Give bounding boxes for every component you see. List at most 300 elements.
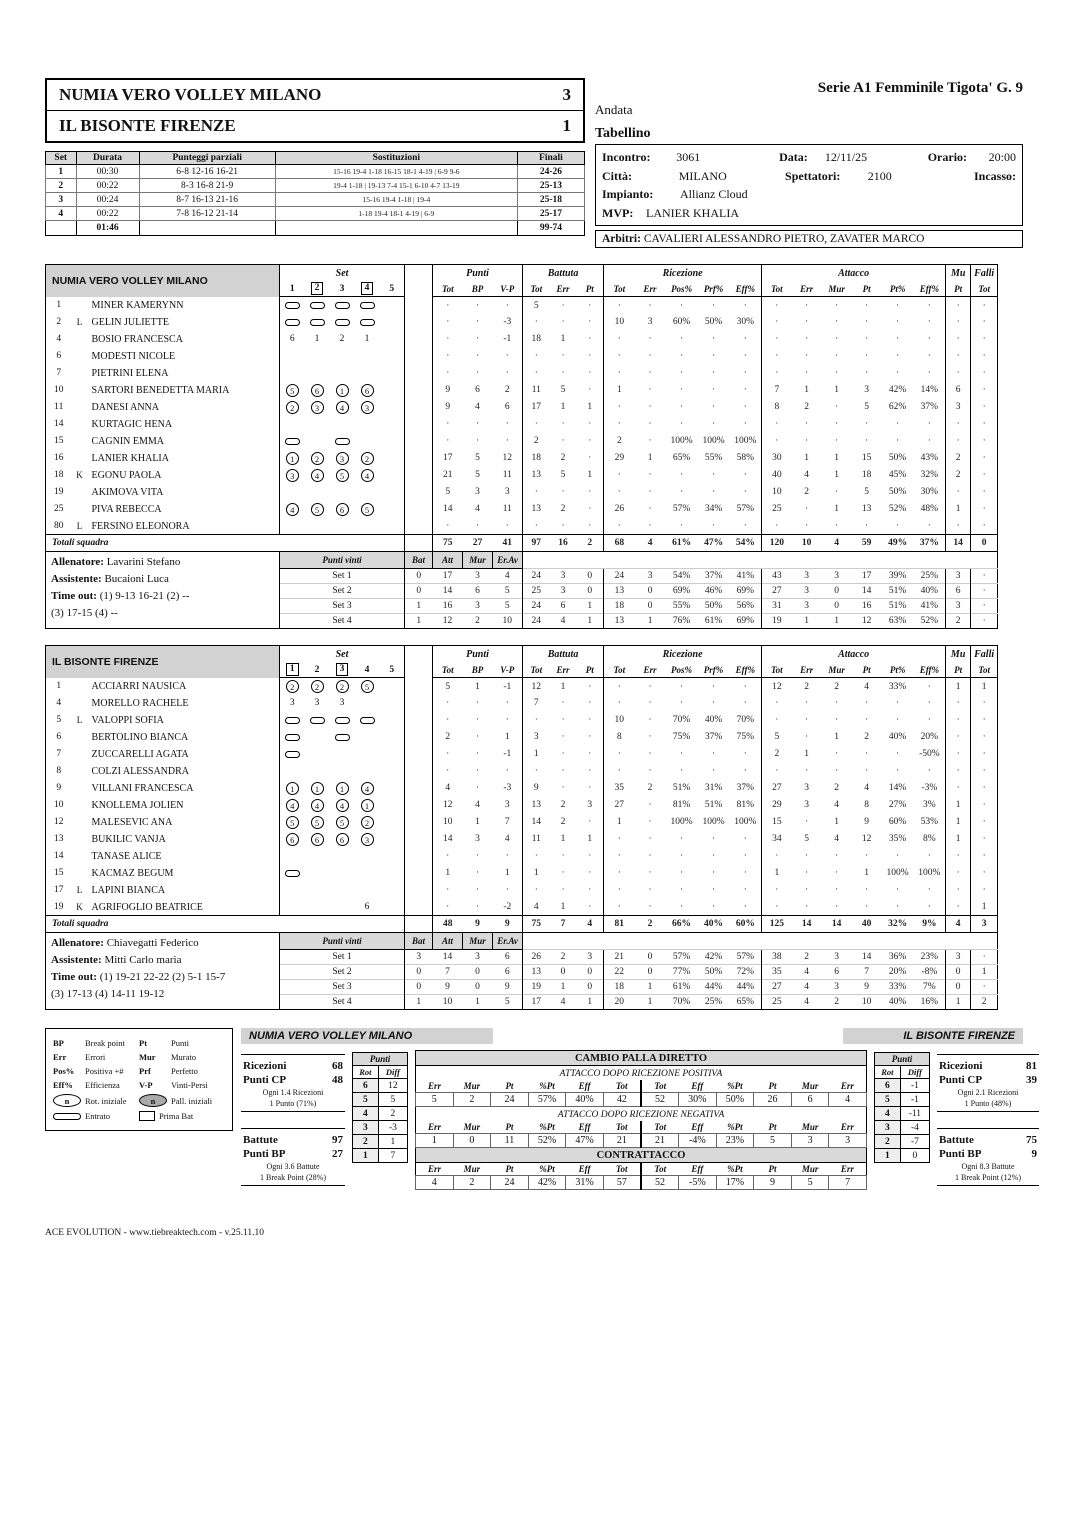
stat-cell: 30% bbox=[736, 317, 755, 328]
stat-cell: 18 bbox=[861, 470, 872, 481]
set-cell: 00:30 bbox=[76, 165, 139, 179]
attack-value: 57% bbox=[528, 1093, 566, 1107]
stat-cell: · bbox=[895, 698, 900, 709]
set-stat-cell: 1 bbox=[946, 995, 971, 1010]
player-row bbox=[46, 780, 998, 797]
punti-vinti-cell: 3 bbox=[463, 599, 493, 614]
spacer-cell bbox=[405, 501, 433, 518]
entrato-icon bbox=[310, 302, 325, 309]
stat-cell: · bbox=[505, 885, 509, 896]
attack-col-header: Tot bbox=[615, 1081, 628, 1092]
attack-value: 4 bbox=[829, 1093, 867, 1107]
stat-cell: · bbox=[433, 331, 463, 348]
rotation-cell bbox=[380, 416, 405, 433]
column-header: Pt bbox=[852, 281, 882, 297]
set-stat-cell: 24 bbox=[523, 614, 550, 629]
stat-cell: 25 bbox=[762, 501, 792, 518]
legend-item bbox=[53, 1080, 139, 1090]
stat-cell: -2 bbox=[503, 902, 512, 913]
diff-value: -1 bbox=[900, 1079, 929, 1093]
spacer-cell bbox=[405, 814, 433, 831]
stat-cell: -3% bbox=[921, 783, 938, 794]
stat-cell: 10 bbox=[762, 484, 792, 501]
spacer-cell bbox=[405, 865, 433, 882]
set-cell: 6-8 12-16 16-21 bbox=[139, 165, 275, 179]
stat-cell: 35 bbox=[604, 780, 635, 797]
stat-cell: · bbox=[711, 868, 716, 879]
set-number: 2 bbox=[314, 664, 320, 675]
set-stat-cell: 0 bbox=[635, 599, 666, 614]
stat-cell: · bbox=[834, 715, 839, 726]
player-name: BOSIO FRANCESCA bbox=[91, 333, 183, 345]
stat-cell: 51% bbox=[672, 783, 691, 794]
set-cell: 8-7 16-13 21-16 bbox=[139, 193, 275, 207]
set-stat-cell: 19 bbox=[523, 980, 550, 995]
stat-cell: · bbox=[895, 749, 900, 760]
stat-cell: 1 bbox=[834, 504, 839, 515]
stat-cell: 1 bbox=[604, 382, 635, 399]
rotation-cell bbox=[355, 763, 380, 780]
bench-label: Time out: bbox=[51, 590, 97, 603]
stat-cell: · bbox=[433, 518, 463, 535]
stat-cell: 31% bbox=[704, 783, 723, 794]
player-row bbox=[46, 729, 998, 746]
attack-value: 5 bbox=[416, 1093, 454, 1107]
player-number: 15 bbox=[54, 868, 64, 879]
stat-cell: 2 bbox=[560, 504, 566, 515]
rotation-cell bbox=[280, 331, 305, 348]
set-stat-cell: 51% bbox=[882, 584, 914, 599]
stat-cell: · bbox=[648, 385, 652, 396]
stat-cell: · bbox=[711, 487, 716, 498]
stat-cell: 1 bbox=[475, 681, 480, 692]
stat-cell: · bbox=[475, 300, 480, 311]
stat-cell: · bbox=[588, 436, 592, 447]
stat-cell: · bbox=[743, 521, 747, 532]
set-stat-cell: 25% bbox=[698, 995, 730, 1010]
player-role: L bbox=[76, 317, 83, 328]
stat-cell: · bbox=[865, 317, 869, 328]
stat-cell: · bbox=[804, 817, 809, 828]
attack-value: 52% bbox=[528, 1134, 566, 1148]
stat-cell: · bbox=[679, 368, 684, 379]
set-stat-cell: 41% bbox=[730, 569, 762, 584]
stat-cell: 50% bbox=[704, 317, 723, 328]
player-name: MODESTI NICOLE bbox=[91, 350, 176, 362]
stat-cell: · bbox=[475, 766, 480, 777]
summary-value: 48 bbox=[332, 1074, 343, 1087]
player-name: TANASE ALICE bbox=[91, 850, 162, 862]
stat-cell: · bbox=[835, 487, 839, 498]
mvp-value: LANIER KHALIA bbox=[646, 205, 739, 220]
rotation-cell bbox=[330, 746, 355, 763]
attack-breakdown-table bbox=[415, 1050, 867, 1190]
stat-cell: · bbox=[946, 899, 971, 916]
stat-cell: · bbox=[604, 484, 635, 501]
stat-cell: 4 bbox=[864, 681, 869, 692]
team-total-cell: 54% bbox=[730, 535, 762, 552]
summary-value: 9 bbox=[1031, 1148, 1037, 1161]
punti-vinti-cell: 9 bbox=[433, 980, 463, 995]
player-role: L bbox=[76, 521, 83, 532]
player-number: 14 bbox=[54, 419, 64, 430]
column-header: Tot bbox=[971, 662, 998, 678]
stat-cell: · bbox=[588, 334, 592, 345]
rotation-start-badge: 3 bbox=[361, 401, 374, 414]
stat-cell: · bbox=[588, 885, 592, 896]
player-role bbox=[72, 780, 88, 797]
info-line-4 bbox=[602, 204, 1016, 223]
stat-cell: 37% bbox=[920, 402, 939, 413]
stat-cell: · bbox=[743, 334, 747, 345]
set-stat-cell: 6 bbox=[946, 584, 971, 599]
stat-cell: · bbox=[679, 851, 684, 862]
set-stat-cell: 1 bbox=[577, 599, 604, 614]
summary-line bbox=[243, 1074, 343, 1086]
rotation-start-badge: 1 bbox=[336, 384, 349, 397]
attack-value: 7 bbox=[829, 1176, 867, 1190]
stat-cell: · bbox=[433, 433, 463, 450]
stat-cell: · bbox=[946, 314, 971, 331]
attack-value-row bbox=[416, 1134, 867, 1148]
info-line-1 bbox=[602, 148, 1016, 167]
stat-cell: · bbox=[946, 518, 971, 535]
set-stat-cell: 44% bbox=[730, 980, 762, 995]
set-stat-cell: 0 bbox=[822, 584, 852, 599]
stat-cell: · bbox=[679, 487, 684, 498]
stat-cell: · bbox=[588, 317, 592, 328]
stat-cell: · bbox=[604, 763, 635, 780]
bottom-columns bbox=[241, 1050, 1037, 1202]
set-number: 3 bbox=[339, 283, 345, 294]
column-header: Tot bbox=[523, 281, 550, 297]
column-header: V-P bbox=[493, 281, 523, 297]
attack-col-header: Eff bbox=[691, 1081, 704, 1092]
group-label-attacco: Attacco bbox=[762, 646, 946, 662]
rotation-cell bbox=[305, 848, 330, 865]
attack-value: -4% bbox=[679, 1134, 717, 1148]
rotation-number: 6 bbox=[289, 334, 295, 345]
column-header: Tot bbox=[433, 662, 463, 678]
stat-cell: · bbox=[896, 368, 900, 379]
punti-vinti-cell: 9 bbox=[493, 980, 523, 995]
legend-label: Positiva +# bbox=[85, 1066, 124, 1077]
stat-cell: 8 bbox=[864, 800, 869, 811]
set-number: 1 bbox=[289, 283, 295, 294]
stat-cell: · bbox=[523, 518, 550, 535]
data-label: Data: bbox=[779, 150, 808, 164]
stat-cell: 1 bbox=[560, 834, 566, 845]
sets-total-row bbox=[46, 221, 585, 236]
stat-cell: · bbox=[805, 368, 809, 379]
stat-cell: · bbox=[604, 365, 635, 382]
rot-points-header: Punti bbox=[353, 1053, 408, 1066]
stat-cell: 2 bbox=[946, 450, 971, 467]
attack-col-header: Pt bbox=[505, 1122, 514, 1133]
stat-cell: 2 bbox=[946, 467, 971, 484]
firenze-stats-table bbox=[45, 645, 998, 1010]
stat-cell: · bbox=[561, 766, 565, 777]
stat-cell: · bbox=[865, 300, 869, 311]
stat-cell: 26 bbox=[604, 501, 635, 518]
rotation-cell bbox=[305, 678, 330, 695]
attack-subtitle: ATTACCO DOPO RICEZIONE NEGATIVA bbox=[557, 1110, 725, 1121]
bench-text: (3) 17-15 (4) -- bbox=[51, 606, 118, 619]
stat-cell: · bbox=[604, 331, 635, 348]
attack-value: 24 bbox=[491, 1176, 529, 1190]
stat-cell: · bbox=[762, 899, 792, 916]
legend-symbol: Pt bbox=[139, 1038, 148, 1049]
bench-line bbox=[51, 953, 274, 968]
set-stat-cell: 7% bbox=[914, 980, 946, 995]
rotation-cell bbox=[305, 416, 330, 433]
rotation-cell bbox=[330, 518, 355, 535]
incontro-label: Incontro: bbox=[602, 150, 651, 164]
stat-cell: · bbox=[864, 766, 869, 777]
column-header: Pos% bbox=[666, 662, 698, 678]
rotation-cell bbox=[330, 382, 355, 399]
stat-cell: 1 bbox=[834, 470, 839, 481]
set-label: Set 1 bbox=[280, 569, 405, 584]
bench-info bbox=[46, 933, 280, 1010]
rot-row bbox=[875, 1079, 930, 1093]
stat-cell: · bbox=[648, 698, 652, 709]
punti-vinti-cell: 0 bbox=[405, 980, 433, 995]
stat-cell: · bbox=[588, 453, 592, 464]
spacer-cell bbox=[405, 450, 433, 467]
spacer-cell bbox=[405, 433, 433, 450]
set-stat-cell: 61% bbox=[666, 980, 698, 995]
set-stat-cell: 16% bbox=[914, 995, 946, 1010]
stat-cell: · bbox=[762, 416, 792, 433]
spacer bbox=[405, 646, 433, 678]
stat-cell: 1 bbox=[604, 814, 635, 831]
stat-cell: · bbox=[864, 698, 869, 709]
stat-cell: 1 bbox=[946, 678, 971, 695]
stat-cell: 5 bbox=[433, 678, 463, 695]
rotation-cell bbox=[330, 501, 355, 518]
player-row bbox=[46, 518, 998, 535]
summary-value: 81 bbox=[1026, 1060, 1037, 1073]
attack-value-row bbox=[416, 1093, 867, 1107]
punti-vinti-cell: 3 bbox=[463, 950, 493, 965]
stat-cell: · bbox=[523, 416, 550, 433]
stat-cell: · bbox=[679, 868, 684, 879]
attack-value-row bbox=[416, 1176, 867, 1190]
stat-cell: 3 bbox=[946, 399, 971, 416]
top-header bbox=[45, 78, 1023, 248]
attack-col-header: Mur bbox=[463, 1081, 481, 1092]
set-row bbox=[46, 165, 585, 179]
stat-cell: · bbox=[865, 419, 869, 430]
attack-value: 17% bbox=[716, 1176, 754, 1190]
stat-cell: · bbox=[523, 314, 550, 331]
bench-line bbox=[51, 589, 274, 604]
stat-cell: 4 bbox=[864, 783, 869, 794]
team-total-cell: 4 bbox=[635, 535, 666, 552]
rot-header-row bbox=[353, 1053, 408, 1066]
rotation-cell bbox=[280, 882, 305, 899]
attack-subtitle-row bbox=[416, 1066, 867, 1081]
set-stat-cell: 23% bbox=[914, 950, 946, 965]
stat-cell: · bbox=[711, 902, 716, 913]
stat-cell: 100% bbox=[670, 436, 693, 447]
punti-vinti-cell: 0 bbox=[405, 965, 433, 980]
player-row bbox=[46, 712, 998, 729]
stat-cell: 6 bbox=[504, 402, 510, 413]
stat-cell: 1 bbox=[834, 453, 839, 464]
set-stat-cell: · bbox=[971, 569, 998, 584]
set-stat-cell: 0 bbox=[822, 599, 852, 614]
stat-cell: 1 bbox=[971, 899, 998, 916]
rotation-cell bbox=[355, 518, 380, 535]
sets-header-row bbox=[46, 152, 585, 165]
stat-cell: · bbox=[561, 749, 565, 760]
rotation-cell bbox=[305, 433, 330, 450]
spacer-cell bbox=[405, 416, 433, 433]
stat-cell: 50% bbox=[888, 487, 907, 498]
stat-cell: · bbox=[743, 368, 747, 379]
rotation-cell bbox=[330, 831, 355, 848]
stat-cell: · bbox=[762, 331, 792, 348]
stat-cell: · bbox=[588, 351, 592, 362]
rotation-cell bbox=[330, 882, 355, 899]
team-total-cell: 60% bbox=[730, 916, 762, 933]
set-stat-cell: 40% bbox=[914, 584, 946, 599]
punti-vinti-cell: 10 bbox=[493, 614, 523, 629]
set-stat-cell: 4 bbox=[550, 614, 577, 629]
stat-cell: · bbox=[864, 749, 869, 760]
rotation-cell bbox=[355, 780, 380, 797]
rotation-cell bbox=[380, 899, 405, 916]
stat-cell: · bbox=[743, 385, 747, 396]
set-stat-cell: 1 bbox=[792, 614, 822, 629]
player-number: 18 bbox=[54, 470, 64, 481]
legend-label: Break point bbox=[85, 1038, 125, 1049]
stat-cell: · bbox=[475, 351, 480, 362]
rotation-cell bbox=[280, 746, 305, 763]
stat-cell: · bbox=[475, 732, 480, 743]
set-stat-cell: · bbox=[971, 950, 998, 965]
stat-cell: · bbox=[505, 300, 509, 311]
rotation-start-badge: 2 bbox=[311, 680, 324, 693]
set-stat-cell: 43 bbox=[762, 569, 792, 584]
stat-cell: · bbox=[523, 848, 550, 865]
legend-label: Vinti-Persi bbox=[171, 1080, 208, 1091]
stat-cell: · bbox=[895, 851, 900, 862]
entrato-icon bbox=[53, 1113, 81, 1120]
firenze-bottom-bar: IL BISONTE FIRENZE bbox=[843, 1028, 1023, 1044]
stat-cell: · bbox=[834, 749, 839, 760]
stat-cell: 3 bbox=[523, 729, 550, 746]
punti-vinti-col-header: Er.Av bbox=[493, 933, 523, 950]
stat-cell: 2 bbox=[804, 402, 809, 413]
stat-cell: 100% bbox=[670, 817, 693, 828]
milano-side-summary bbox=[241, 1054, 345, 1202]
stat-cell: 53% bbox=[920, 817, 939, 828]
column-header: Tot bbox=[762, 662, 792, 678]
stat-cell: · bbox=[648, 749, 652, 760]
stat-cell: 81% bbox=[672, 800, 691, 811]
legend-label: Prima Bat bbox=[159, 1111, 194, 1122]
player-role bbox=[72, 348, 88, 365]
legend-item bbox=[139, 1080, 225, 1090]
punti-vinti-cell: 5 bbox=[493, 599, 523, 614]
player-role bbox=[72, 746, 88, 763]
entrato-icon bbox=[285, 302, 300, 309]
summary-group bbox=[241, 1054, 345, 1112]
attack-value: 42% bbox=[528, 1176, 566, 1190]
rotation-cell bbox=[305, 365, 330, 382]
rotation-number: 3 bbox=[339, 698, 345, 709]
punti-vinti-header-row bbox=[46, 552, 998, 569]
rotation-number: 3 bbox=[289, 698, 295, 709]
rotation-cell bbox=[330, 450, 355, 467]
stat-cell: · bbox=[604, 831, 635, 848]
set-label: Set 4 bbox=[280, 995, 405, 1010]
stat-cell: · bbox=[835, 317, 839, 328]
player-row bbox=[46, 416, 998, 433]
player-name: MALESEVIC ANA bbox=[91, 816, 173, 828]
rotation-start-badge: 5 bbox=[286, 816, 299, 829]
stat-cell: · bbox=[588, 300, 592, 311]
player-name: MINER KAMERYNN bbox=[91, 299, 184, 311]
punti-vinti-cell: 1 bbox=[463, 995, 493, 1010]
player-role bbox=[72, 416, 88, 433]
rotation-cell bbox=[280, 450, 305, 467]
stat-cell: -3 bbox=[503, 783, 512, 794]
team-a-score-row bbox=[47, 80, 583, 111]
set-number-cell bbox=[280, 281, 305, 297]
set-stat-cell: 3 bbox=[946, 599, 971, 614]
team-totals-row bbox=[46, 916, 998, 933]
set-stat-cell: 3 bbox=[822, 980, 852, 995]
punti-vinti-cell: 14 bbox=[433, 950, 463, 965]
set-stat-cell: 6 bbox=[822, 965, 852, 980]
rotation-start-badge: 1 bbox=[361, 799, 374, 812]
stat-cell: 1 bbox=[504, 868, 510, 879]
set-stat-cell: 57% bbox=[666, 950, 698, 965]
legend-symbol: Prf bbox=[139, 1066, 151, 1077]
stat-cell: 55% bbox=[704, 453, 723, 464]
punti-vinti-cell: 17 bbox=[433, 569, 463, 584]
set-stat-cell: 2 bbox=[822, 995, 852, 1010]
rotation-start-badge: 4 bbox=[336, 401, 349, 414]
player-name: MORELLO RACHELE bbox=[91, 697, 189, 709]
stat-cell: · bbox=[927, 681, 931, 692]
round-label: Andata bbox=[595, 102, 633, 117]
set-stat-cell: 2 bbox=[971, 995, 998, 1010]
rotation-cell bbox=[305, 518, 330, 535]
rotation-cell bbox=[305, 382, 330, 399]
stat-cell: 3 bbox=[475, 834, 480, 845]
player-name: EGONU PAOLA bbox=[91, 469, 162, 481]
stat-cell: 37% bbox=[736, 783, 755, 794]
arbitri-names: CAVALIERI ALESSANDRO PIETRO, ZAVATER MARCO bbox=[643, 233, 925, 246]
set-stat-cell: 36% bbox=[882, 950, 914, 965]
player-name: COLZI ALESSANDRA bbox=[91, 765, 190, 777]
rotation-start-badge: 5 bbox=[286, 384, 299, 397]
stat-cell: 34 bbox=[762, 831, 792, 848]
stat-cell: 1 bbox=[560, 334, 566, 345]
attack-value: 23% bbox=[716, 1134, 754, 1148]
punti-vinti-cell: 12 bbox=[433, 614, 463, 629]
rotation-cell bbox=[305, 399, 330, 416]
set-stat-cell: 4 bbox=[550, 995, 577, 1010]
rotation-cell bbox=[355, 882, 380, 899]
legend-row bbox=[53, 1066, 225, 1076]
stat-cell: 29 bbox=[762, 797, 792, 814]
